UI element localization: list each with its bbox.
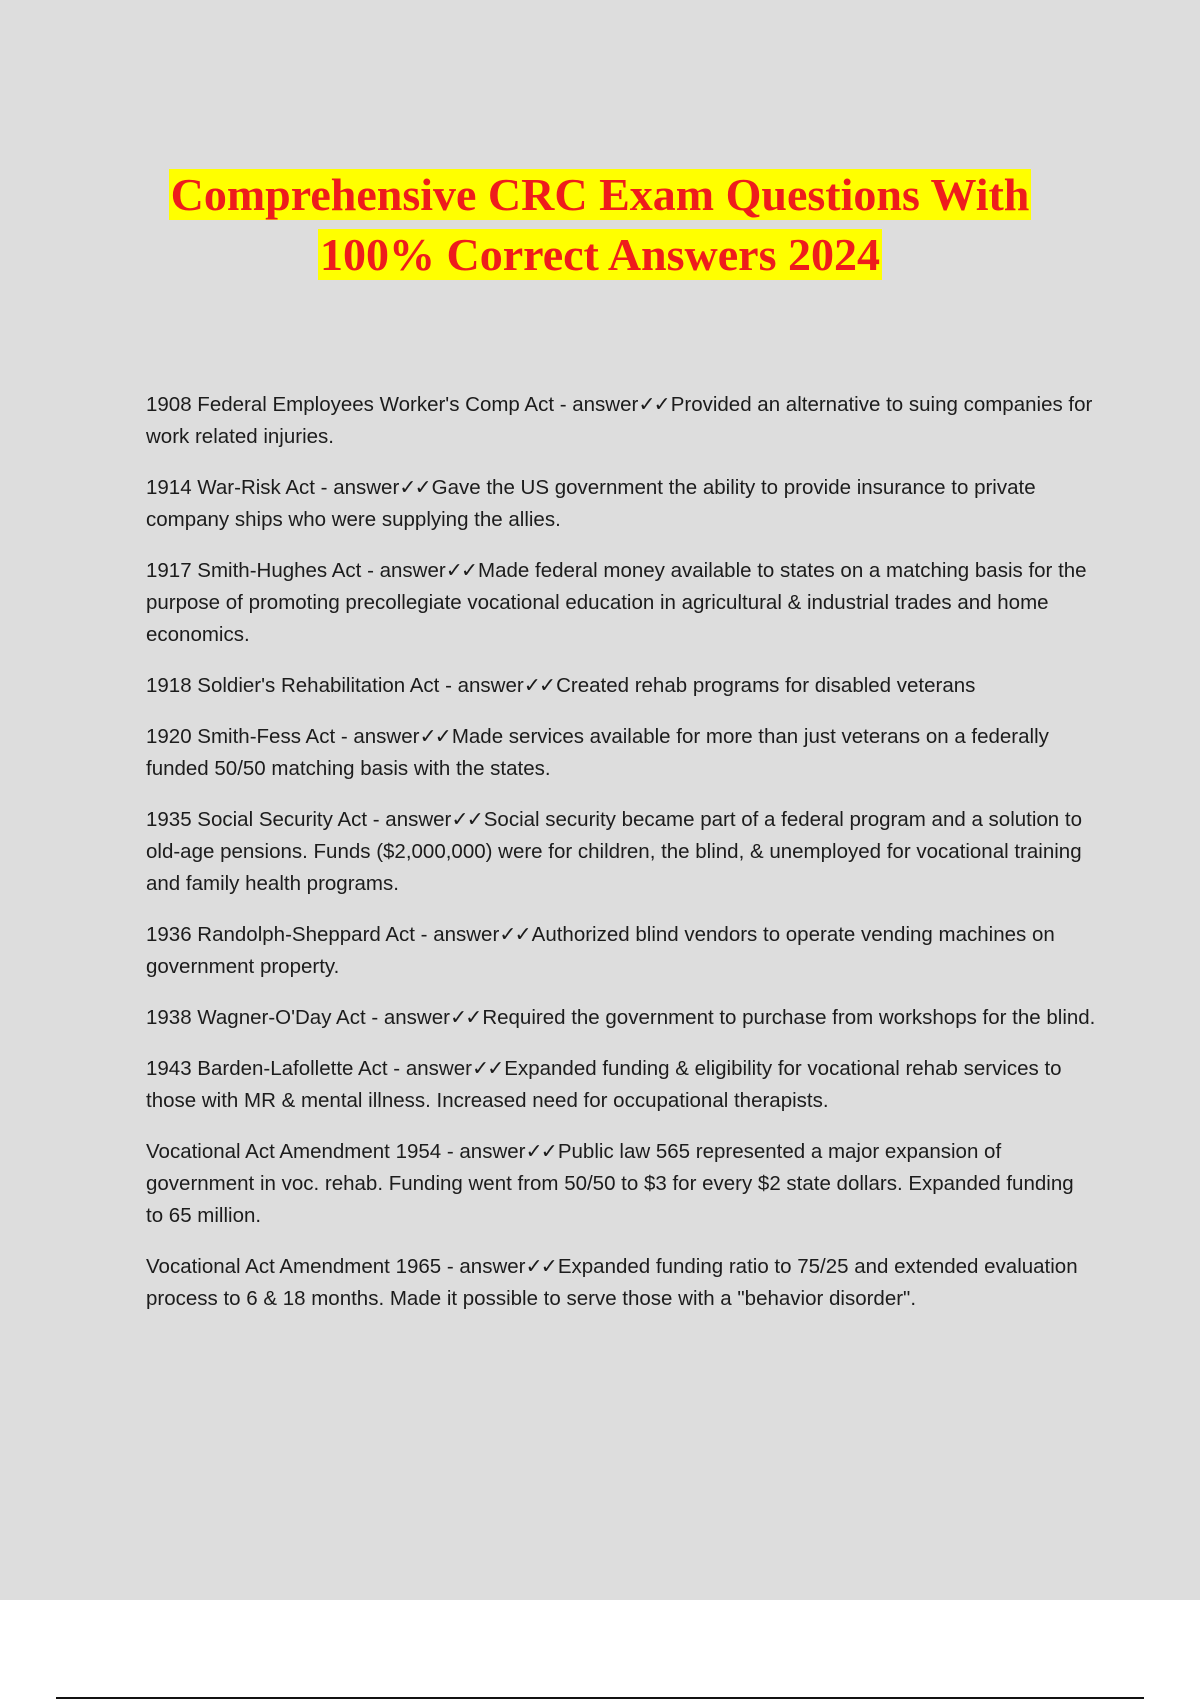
- double-check-icon: ✓✓: [449, 1005, 481, 1029]
- document-title: [0, 165, 1200, 285]
- qa-item: [146, 803, 1096, 900]
- answer-marker: answer: [457, 674, 524, 697]
- qa-answer: Expanded funding & eligibility for vocational rehab services to those with MR & mental illness. Increased need for occupational therapists.: [146, 1057, 1062, 1112]
- qa-item: [146, 554, 1096, 651]
- qa-question: 1935 Social Security Act -: [146, 808, 386, 831]
- answer-marker: answer: [459, 1255, 526, 1278]
- qa-list: [146, 388, 1096, 1333]
- qa-question: 1943 Barden-Lafollette Act -: [146, 1057, 406, 1080]
- double-check-icon: ✓✓: [419, 724, 450, 748]
- qa-question: 1936 Randolph-Sheppard Act -: [146, 923, 434, 946]
- qa-question: Vocational Act Amendment 1954 -: [146, 1140, 460, 1163]
- answer-marker: answer: [405, 1057, 472, 1080]
- qa-answer: Public law 565 represented a major expansion of government in voc. rehab. Funding went from 50/50 to $3 for every $2 state dollars. Expanded funding to 65 million.: [146, 1140, 1074, 1227]
- double-check-icon: ✓✓: [471, 1056, 503, 1080]
- qa-answer: Expanded funding ratio to 75/25 and extended evaluation process to 6 & 18 months. Made it possible to serve those with a "behavior disorder".: [146, 1255, 1078, 1310]
- qa-item: [146, 669, 1096, 702]
- qa-answer: Made federal money available to states on a matching basis for the purpose of promoting precollegiate vocational education in agricultural & industrial trades and home economics.: [146, 559, 1087, 646]
- qa-question: 1908 Federal Employees Worker's Comp Act -: [146, 393, 573, 416]
- title-line-1-text: Comprehensive CRC Exam Questions With: [170, 169, 1030, 220]
- double-check-icon: ✓✓: [525, 1139, 556, 1163]
- answer-marker: answer: [333, 476, 400, 499]
- qa-question: 1914 War-Risk Act -: [146, 476, 334, 499]
- qa-item: [146, 388, 1096, 453]
- footer-divider: [56, 1697, 1144, 1699]
- answer-marker: answer: [459, 1140, 526, 1163]
- answer-marker: answer: [379, 559, 446, 582]
- qa-item: [146, 1250, 1096, 1315]
- double-check-icon: ✓✓: [445, 558, 477, 582]
- answer-marker: answer: [433, 923, 500, 946]
- title-line-1: [0, 165, 1200, 225]
- qa-item: [146, 918, 1096, 983]
- double-check-icon: ✓✓: [451, 807, 482, 831]
- qa-question: 1917 Smith-Hughes Act -: [146, 559, 380, 582]
- qa-answer: Authorized blind vendors to operate vending machines on government property.: [146, 923, 1055, 978]
- title-line-2-text: 100% Correct Answers 2024: [320, 229, 880, 280]
- qa-question: 1918 Soldier's Rehabilitation Act -: [146, 674, 458, 697]
- qa-answer: Gave the US government the ability to provide insurance to private company ships who were supplying the allies.: [146, 476, 1036, 531]
- qa-item: [146, 1052, 1096, 1117]
- qa-item: [146, 471, 1096, 536]
- double-check-icon: ✓✓: [638, 392, 669, 416]
- qa-answer: Created rehab programs for disabled veterans: [556, 674, 976, 697]
- qa-answer: Provided an alternative to suing companies for work related injuries.: [146, 393, 1093, 448]
- double-check-icon: ✓✓: [523, 673, 555, 697]
- qa-item: [146, 1001, 1096, 1034]
- qa-answer: Required the government to purchase from workshops for the blind.: [482, 1006, 1096, 1029]
- title-line-2: [0, 225, 1200, 285]
- qa-answer: Social security became part of a federal program and a solution to old-age pensions. Funds ($2,000,000) were for children, the blind, & unemployed for vocational training and family health programs.: [146, 808, 1082, 895]
- qa-item: [146, 720, 1096, 785]
- qa-question: Vocational Act Amendment 1965 -: [146, 1255, 460, 1278]
- double-check-icon: ✓✓: [399, 475, 430, 499]
- answer-marker: answer: [383, 1006, 450, 1029]
- qa-question: 1938 Wagner-O'Day Act -: [146, 1006, 384, 1029]
- qa-answer: Made services available for more than just veterans on a federally funded 50/50 matching basis with the states.: [146, 725, 1049, 780]
- answer-marker: answer: [385, 808, 452, 831]
- answer-marker: answer: [572, 393, 639, 416]
- double-check-icon: ✓✓: [499, 922, 530, 946]
- double-check-icon: ✓✓: [525, 1254, 556, 1278]
- qa-question: 1920 Smith-Fess Act -: [146, 725, 354, 748]
- answer-marker: answer: [353, 725, 420, 748]
- qa-item: [146, 1135, 1096, 1232]
